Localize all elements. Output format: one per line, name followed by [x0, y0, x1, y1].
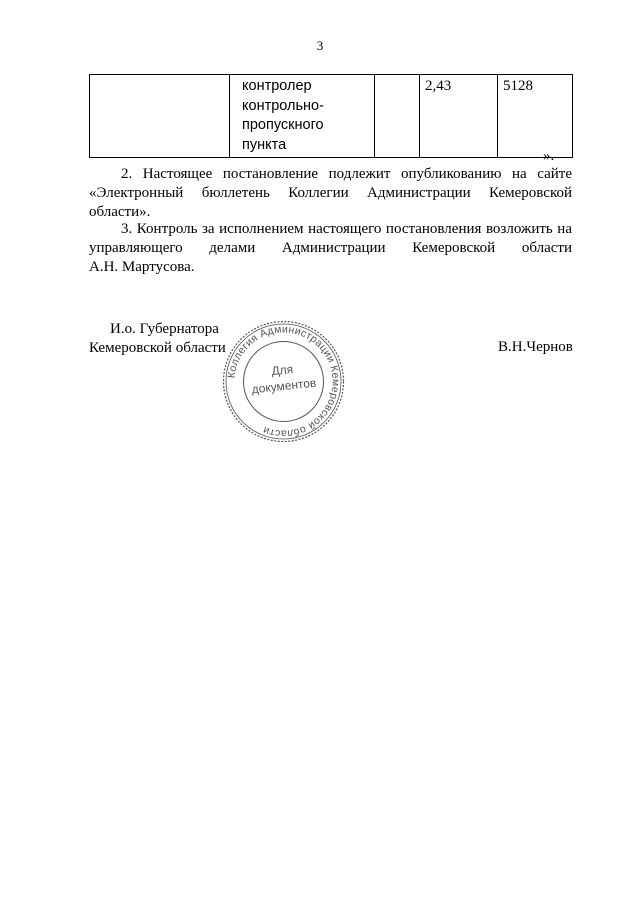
stamp-center-line2: документов	[250, 375, 317, 397]
official-stamp	[221, 319, 346, 444]
paragraph-2	[89, 165, 572, 222]
paragraph-line: 2. Настоящее постановление подлежит опубликованию на сайте	[121, 166, 572, 182]
paragraph-line: 3. Контроль за исполнением настоящего постановления возложить на	[121, 221, 572, 237]
signatory-name: В.Н.Чернов	[498, 339, 573, 355]
paragraph-line: области».	[89, 204, 151, 220]
table-cell-empty-3	[375, 75, 420, 158]
closing-quote: ».	[543, 148, 555, 164]
table-cell-position-title	[230, 75, 375, 158]
signature-position	[89, 320, 226, 358]
stamp-ring-text: Коллегия Администрации Кемеровской области	[225, 323, 342, 440]
position-title-line: контрольно-	[242, 97, 324, 114]
table-cell-salary: 5128	[498, 75, 573, 158]
paragraph-line: «Электронный бюллетень Коллегии Администрации Кемеровской	[89, 185, 572, 201]
position-title-line: пропускного	[242, 117, 324, 133]
table-cell-coefficient: 2,43	[420, 75, 498, 158]
signature-position-line2: Кемеровской области	[89, 340, 226, 356]
table-row	[90, 75, 573, 158]
position-table	[89, 74, 573, 158]
paragraph-line: управляющего делами Администрации Кемеровской области	[89, 240, 572, 256]
paragraph-line: А.Н. Мартусова.	[89, 259, 195, 275]
page-number: 3	[316, 38, 324, 53]
stamp-center-line1: Для	[270, 361, 294, 379]
position-title-line: контролер	[242, 78, 312, 94]
paragraph-3	[89, 220, 572, 277]
position-title-line: пункта	[242, 136, 287, 153]
table-cell-empty-1	[90, 75, 230, 158]
signature-position-line1: И.о. Губернатора	[110, 321, 219, 337]
